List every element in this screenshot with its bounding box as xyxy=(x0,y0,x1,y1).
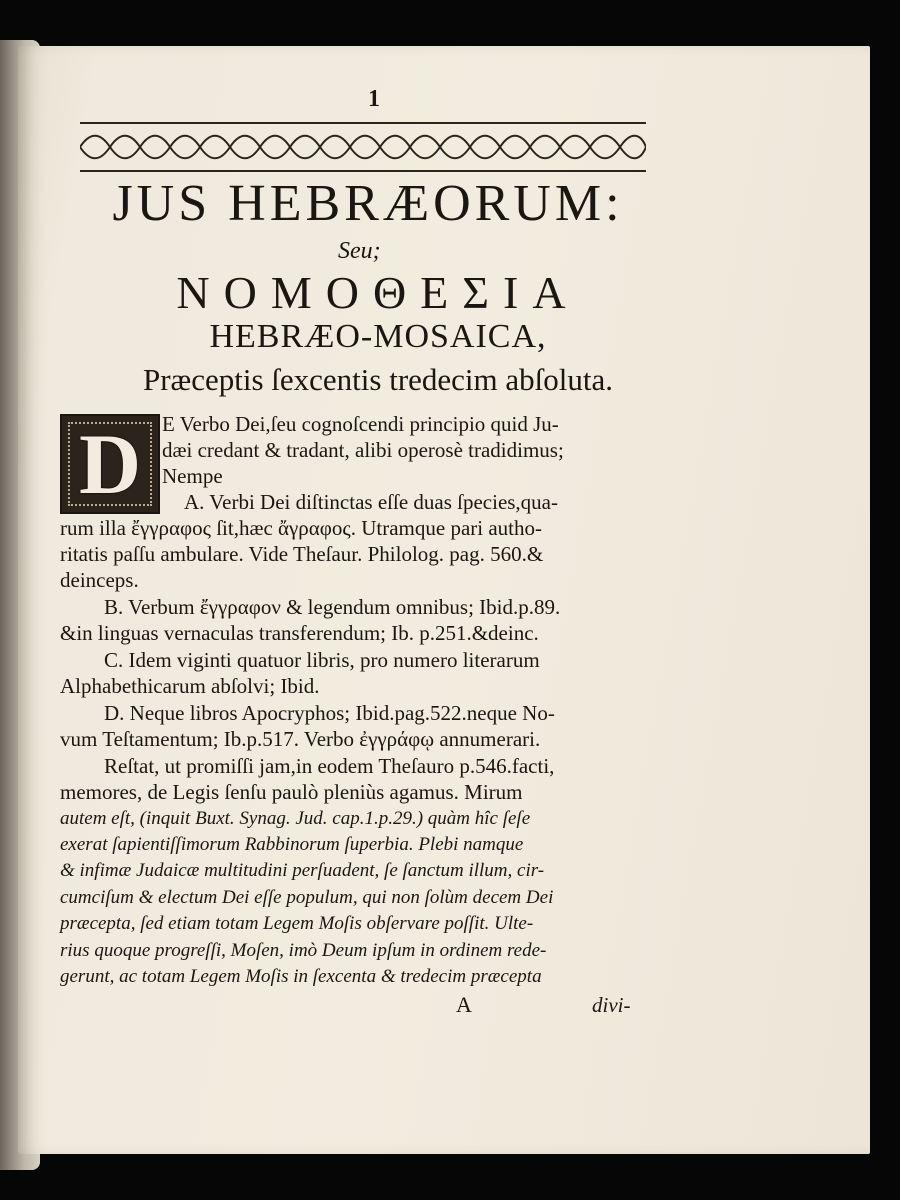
text-line: A. Verbi Dei diſtinctas eſſe duas ſpecies,qua- xyxy=(184,490,559,514)
text-line: Nempe xyxy=(162,464,223,488)
title-hebraeo-mosaica: HEBRÆO-MOSAICA, xyxy=(209,318,547,355)
text-line: ritatis paſſu ambulare. Vide Theſaur. Philolog. pag. 560.& xyxy=(60,542,544,566)
book-page xyxy=(18,46,870,1154)
text-line: exerat ſapientiſſimorum Rabbinorum ſuperbia. Plebi namque xyxy=(60,834,524,855)
text-line: D. Neque libros Apocryphos; Ibid.pag.522.neque No- xyxy=(104,701,555,725)
text-line: & infimæ Judaicæ multitudini perſuadent, ſe ſanctum illum, cir- xyxy=(60,860,545,881)
ornament-border xyxy=(80,122,646,172)
title-subtitle: Præceptis ſexcentis tredecim abſoluta. xyxy=(142,362,614,397)
text-line: gerunt, ac totam Legem Moſis in ſexcenta & tredecim præcepta xyxy=(60,966,542,987)
text-line: præcepta, ſed etiam totam Legem Moſis obſervare poſſit. Ulte- xyxy=(60,913,534,934)
text-line: B. Verbum ἔγγραφον & legendum omnibus; Ibid.p.89. xyxy=(104,595,561,619)
text-line: rius quoque progreſſi, Moſen, imò Deum ipſum in ordinem rede- xyxy=(60,940,547,961)
title-seu: Seu; xyxy=(338,238,381,264)
text-line: rum illa ἔγγραφος ſit,hæc ἄγραφος. Utramque pari autho- xyxy=(60,516,542,540)
text-line: autem eſt, (inquit Buxt. Synag. Jud. cap.1.p.29.) quàm hîc ſeſe xyxy=(60,808,531,829)
text-line: Alphabethicarum abſolvi; Ibid. xyxy=(60,674,320,698)
text-line: dæi credant & tradant, alibi operosè tradidimus; xyxy=(162,438,564,462)
title-main: JUS HEBRÆORUM: xyxy=(112,175,624,232)
text-line: cumciſum & electum Dei eſſe populum, qui non ſolùm decem Dei xyxy=(60,887,554,908)
text-line: memores, de Legis ſenſu paulò pleniùs agamus. Mirum xyxy=(60,780,523,804)
text-line: Reſtat, ut promiſſi jam,in eodem Theſauro p.546.facti, xyxy=(104,754,555,778)
signature-mark: A xyxy=(456,992,472,1017)
title-nomothesia: ΝΟΜΟΘΕΣΙΑ xyxy=(176,267,580,318)
text-line: &in linguas vernaculas transferendum; Ib. p.251.&deinc. xyxy=(60,621,539,645)
drop-cap-letter: D xyxy=(78,416,142,512)
catchword: divi- xyxy=(592,993,631,1017)
text-line: C. Idem viginti quatuor libris, pro numero literarum xyxy=(104,648,540,672)
text-line: E Verbo Dei,ſeu cognoſcendi principio quid Ju- xyxy=(162,412,559,436)
text-line: vum Teſtamentum; Ib.p.517. Verbo ἐγγράφῳ annumerari. xyxy=(60,727,541,751)
page-number: 1 xyxy=(368,86,380,112)
text-line: deinceps. xyxy=(60,568,139,592)
drop-cap xyxy=(60,414,160,514)
